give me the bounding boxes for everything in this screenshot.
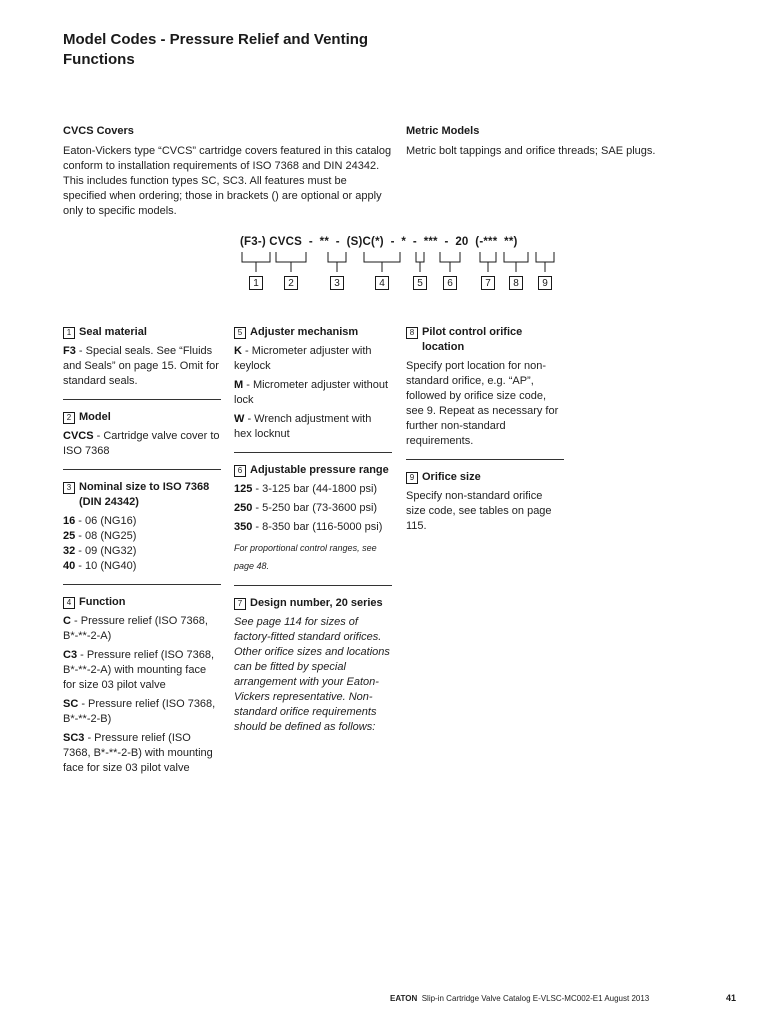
divider bbox=[234, 452, 392, 453]
code-position-6: 6 bbox=[443, 276, 457, 290]
pressure-range-note: For proportional control ranges, see page 48. bbox=[234, 543, 377, 571]
option-entry: M - Micrometer adjuster without lock bbox=[234, 379, 389, 406]
option-entry: 40 - 10 (NG40) bbox=[63, 560, 137, 572]
column-3 bbox=[406, 325, 564, 538]
section-number: 9 bbox=[406, 472, 418, 484]
section-title: Nominal size to ISO 7368 (DIN 24342) bbox=[79, 481, 210, 508]
column-2 bbox=[234, 325, 392, 735]
code-position-7: 7 bbox=[481, 276, 495, 290]
section-function bbox=[63, 595, 221, 776]
footer-text: Slip-in Cartridge Valve Catalog E-VLSC-MC002-E1 August 2013 bbox=[421, 994, 650, 1003]
option-entry: 350 - 8-350 bar (116-5000 psi) bbox=[234, 521, 383, 533]
section-number: 3 bbox=[63, 482, 75, 494]
code-position-5: 5 bbox=[413, 276, 427, 290]
code-position-2: 2 bbox=[284, 276, 298, 290]
option-entry: 250 - 5-250 bar (73-3600 psi) bbox=[234, 502, 378, 514]
intro-text: Metric bolt tappings and orifice threads; SAE plugs. bbox=[406, 145, 656, 157]
option-entry: CVCS - Cartridge valve cover to ISO 7368 bbox=[63, 430, 220, 457]
section-number: 6 bbox=[234, 465, 246, 477]
section-title: Orifice size bbox=[422, 471, 481, 483]
code-position-9: 9 bbox=[538, 276, 552, 290]
section-title: Design number, 20 series bbox=[250, 597, 383, 609]
pilot-orifice-text: Specify port location for non-standard orifice, e.g. “AP”, followed by orifice size code, see 9. Repeat as necessary for further non-standard requirements. bbox=[406, 360, 559, 447]
section-pressure-range bbox=[234, 463, 392, 575]
option-entry: 16 - 06 (NG16) bbox=[63, 515, 137, 527]
design-number-text: See page 114 for sizes of factory-fitted standard orifices. Other orifice sizes and locations can be fitted by special arrangement with your Eaton-Vickers representative. Non-standard orifice requirements should be defined as follows: bbox=[234, 616, 390, 733]
option-entry: K - Micrometer adjuster with keylock bbox=[234, 345, 372, 372]
intro-metric-models bbox=[406, 124, 706, 159]
section-number: 1 bbox=[63, 327, 75, 339]
section-design-number bbox=[234, 596, 392, 735]
code-bracket-lines bbox=[240, 250, 570, 272]
option-entry: SC3 - Pressure relief (ISO 7368, B*-**-2-B) with mounting face for size 03 pilot valve bbox=[63, 732, 213, 774]
divider bbox=[63, 584, 221, 585]
intro-text: Eaton-Vickers type “CVCS” cartridge covers featured in this catalog conform to installation requirements of ISO 7368 and DIN 24342. This includes function types SC, SC3. All features must be specified when ordering; those in brackets () are optional or apply only to specific models. bbox=[63, 145, 392, 217]
option-entry: 125 - 3-125 bar (44-1800 psi) bbox=[234, 483, 378, 495]
option-entry: C3 - Pressure relief (ISO 7368, B*-**-2-A) with mounting face for size 03 pilot valve bbox=[63, 649, 215, 691]
code-position-1: 1 bbox=[249, 276, 263, 290]
section-pilot-orifice-location bbox=[406, 325, 564, 449]
intro-heading: CVCS Covers bbox=[63, 125, 134, 137]
section-title: Model bbox=[79, 411, 111, 423]
intro-heading: Metric Models bbox=[406, 125, 480, 137]
section-orifice-size bbox=[406, 470, 564, 534]
divider bbox=[63, 469, 221, 470]
section-title: Function bbox=[79, 596, 126, 608]
divider bbox=[234, 585, 392, 586]
section-adjuster-mechanism bbox=[234, 325, 392, 442]
option-entry: 25 - 08 (NG25) bbox=[63, 530, 137, 542]
option-entry: C - Pressure relief (ISO 7368, B*-**-2-A) bbox=[63, 615, 208, 642]
section-model bbox=[63, 410, 221, 459]
section-seal-material bbox=[63, 325, 221, 389]
option-entry: SC - Pressure relief (ISO 7368, B*-**-2-B) bbox=[63, 698, 216, 725]
option-entry: W - Wrench adjustment with hex locknut bbox=[234, 413, 372, 440]
page-number: 41 bbox=[726, 993, 737, 1003]
option-entry: 32 - 09 (NG32) bbox=[63, 545, 137, 557]
page-title: Model Codes - Pressure Relief and Venting Functions bbox=[63, 31, 369, 68]
divider bbox=[63, 399, 221, 400]
section-title: Adjuster mechanism bbox=[250, 326, 359, 338]
section-number: 2 bbox=[63, 412, 75, 424]
column-1 bbox=[63, 325, 221, 780]
section-number: 5 bbox=[234, 327, 246, 339]
orifice-size-text: Specify non-standard orifice size code, see tables on page 115. bbox=[406, 490, 552, 532]
divider bbox=[406, 459, 564, 460]
section-number: 8 bbox=[406, 327, 418, 339]
page-footer bbox=[390, 994, 649, 1003]
section-nominal-size bbox=[63, 480, 221, 574]
section-title: Adjustable pressure range bbox=[250, 464, 389, 476]
footer-brand: EATON bbox=[390, 994, 418, 1003]
model-code-string: (F3-) CVCS - ** - (S)C(*) - * - *** - 20 (-*** **) bbox=[240, 236, 518, 248]
section-title: Seal material bbox=[79, 326, 147, 338]
section-title: Pilot control orifice location bbox=[422, 326, 523, 353]
option-entry: F3 - Special seals. See “Fluids and Seals” on page 15. Omit for standard seals. bbox=[63, 345, 219, 387]
section-number: 7 bbox=[234, 598, 246, 610]
intro-cvcs-covers bbox=[63, 124, 393, 219]
code-position-3: 3 bbox=[330, 276, 344, 290]
code-position-4: 4 bbox=[375, 276, 389, 290]
section-number: 4 bbox=[63, 597, 75, 609]
code-position-8: 8 bbox=[509, 276, 523, 290]
